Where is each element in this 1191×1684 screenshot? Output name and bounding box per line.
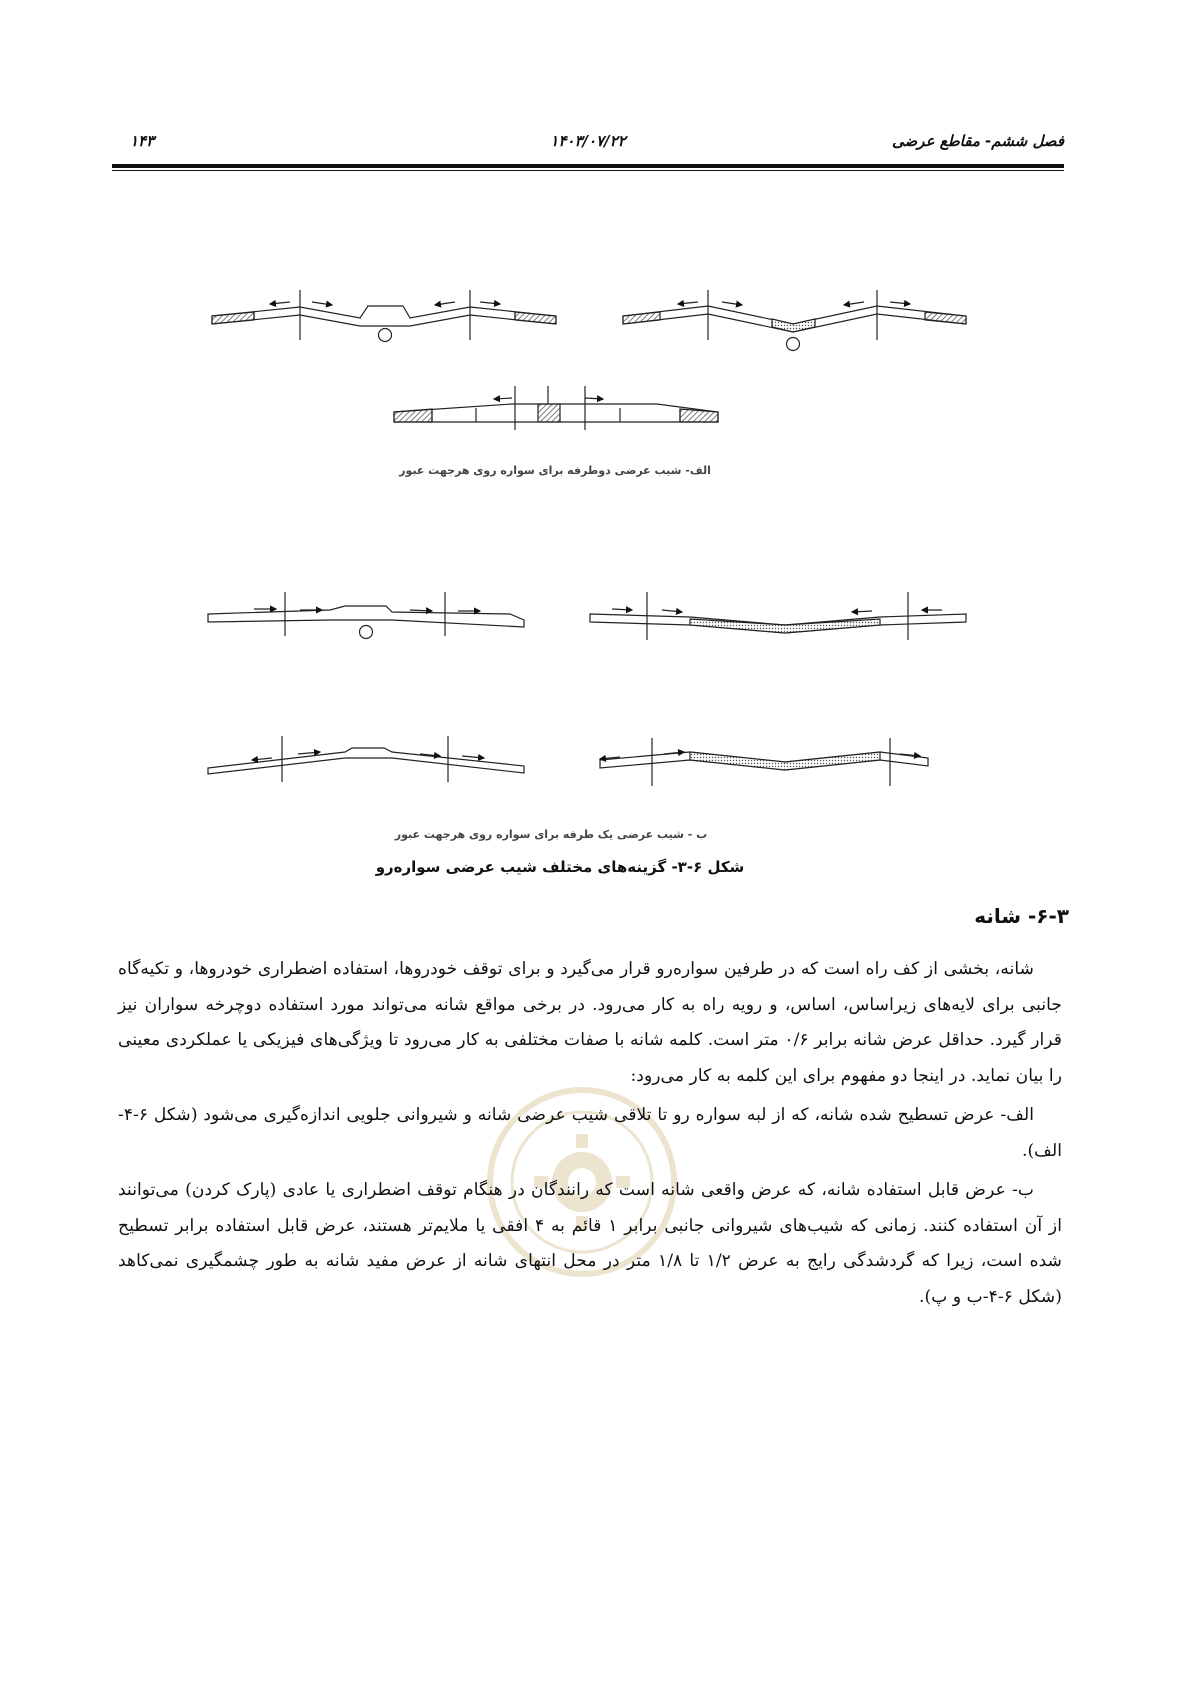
- section-b4: [600, 738, 928, 786]
- page-number: ۱۴۳: [130, 132, 155, 150]
- section-b3: [208, 736, 524, 782]
- section-b1: [208, 592, 524, 639]
- section-body: [118, 952, 1062, 1319]
- paragraph-2: الف- عرض تسطیح شده شانه، که از لبه سواره رو تا تلاقی شیب عرضی شانه و شیروانی جلویی اندازه‌گیری می‌شود (شکل ۶-۴-الف).: [118, 1105, 1062, 1161]
- figure-caption: شکل ۶-۳- گزینه‌های مختلف شیب عرضی سواره‌رو: [375, 858, 745, 876]
- figure-subcaption-a: الف- شیب عرضی دوطرفه برای سواره روی هرجهت عبور: [399, 464, 711, 477]
- header-date: ۱۴۰۳/۰۷/۲۲: [550, 132, 626, 150]
- section-a2: [623, 290, 966, 351]
- paragraph-1: شانه، بخشی از کف راه است که در طرفین سواره‌رو قرار می‌گیرد و برای توقف خودروها، استفاده اضطراری خودروها، و تکیه‌گاه جانبی برای لایه‌های زیراساس، اساس، و رویه راه به کار می‌رود. در برخی مواقع شانه می‌تواند مورد استفاده دوچرخه سواران نیز قرار گیرد. حداقل عرض شانه برابر ۰/۶ متر است. کلمه شانه با صفات مختلفی به کار می‌رود تا ویژگی‌های فیزیکی یا عملکردی معینی را بیان نماید. در اینجا دو مفهوم برای این کلمه به کار می‌رود:: [118, 959, 1062, 1086]
- section-a3: [394, 386, 718, 430]
- section-b2: [590, 592, 966, 640]
- chapter-title: فصل ششم- مقاطع عرضی: [892, 132, 1064, 150]
- figure-subcaption-b: ب - شیب عرضی یک طرفه برای سواره روی هرجهت عبور: [394, 828, 708, 841]
- paragraph-3: ب- عرض قابل استفاده شانه، که عرض واقعی شانه است که رانندگان در هنگام توقف اضطراری یا عادی (پارک کردن) می‌توانند از آن استفاده کنند. زمانی که شیب‌های شیروانی جانبی برابر ۱ قائم به ۴ افقی یا ملایم‌تر هستند، عرض قابل استفاده برابر تسطیح شده است، زیرا که گردشدگی رایج به عرض ۱/۲ تا ۱/۸ متر در محل انتهای شانه از عرض مفید شانه به طور چشمگیری نمی‌کاهد (شکل ۶-۴-ب و پ).: [118, 1180, 1062, 1307]
- section-a1: [212, 290, 556, 342]
- section-heading: ۶-۳- شانه: [974, 904, 1069, 928]
